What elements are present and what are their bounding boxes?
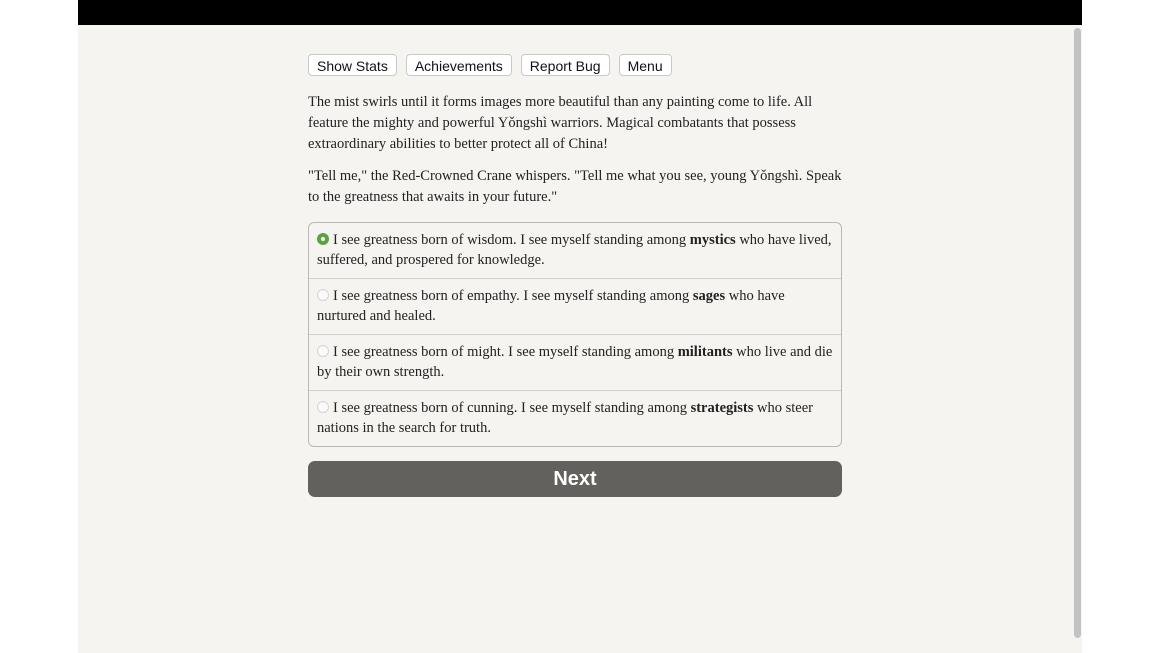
game-viewport [78,0,1082,653]
choice-text-before: I see greatness born of empathy. I see myself standing among [333,288,693,304]
radio-icon[interactable] [317,289,329,301]
choice-option-militants[interactable] [309,334,841,390]
radio-icon[interactable] [317,233,329,245]
choice-text-before: I see greatness born of cunning. I see myself standing among [333,400,691,416]
choice-option-sages[interactable] [309,278,841,334]
choice-text-bold: strategists [690,400,754,416]
choice-text-after: who live and die by their own strength. [317,344,833,380]
choice-text-before: I see greatness born of wisdom. I see myself standing among [333,232,690,248]
story-paragraph-2: "Tell me," the Red-Crowned Crane whispers. "Tell me what you see, young Yǒngshì. Speak to the greatness that awaits in your future." [308,168,842,205]
toolbar [308,54,842,76]
choice-list [308,222,842,447]
choice-option-mystics[interactable] [309,223,841,278]
show-stats-button[interactable]: Show Stats [308,54,397,76]
story-paragraph-1: The mist swirls until it forms images more beautiful than any painting come to life. All feature the mighty and powerful Yǒngshì warriors. Magical combatants that possess extraordinary abilities to better protect all of China! [308,94,813,152]
radio-icon[interactable] [317,345,329,357]
choice-text-after: who steer nations in the search for truth. [317,400,813,436]
radio-icon[interactable] [317,401,329,413]
menu-button[interactable]: Menu [619,54,672,76]
choice-text-bold: sages [692,288,726,304]
report-bug-button[interactable]: Report Bug [521,54,610,76]
main-content [308,54,842,497]
choice-text-bold: militants [677,344,733,360]
next-button[interactable]: Next [308,461,842,497]
achievements-button[interactable]: Achievements [406,54,512,76]
scrollbar-thumb[interactable] [1074,28,1081,638]
choice-text-bold: mystics [689,232,736,248]
choice-text-after: who have nurtured and healed. [317,288,785,324]
top-bar [78,0,1082,25]
choice-text-after: who have lived, suffered, and prospered for knowledge. [317,232,832,268]
choice-text-before: I see greatness born of might. I see myself standing among [333,344,678,360]
choice-option-strategists[interactable] [309,390,841,446]
